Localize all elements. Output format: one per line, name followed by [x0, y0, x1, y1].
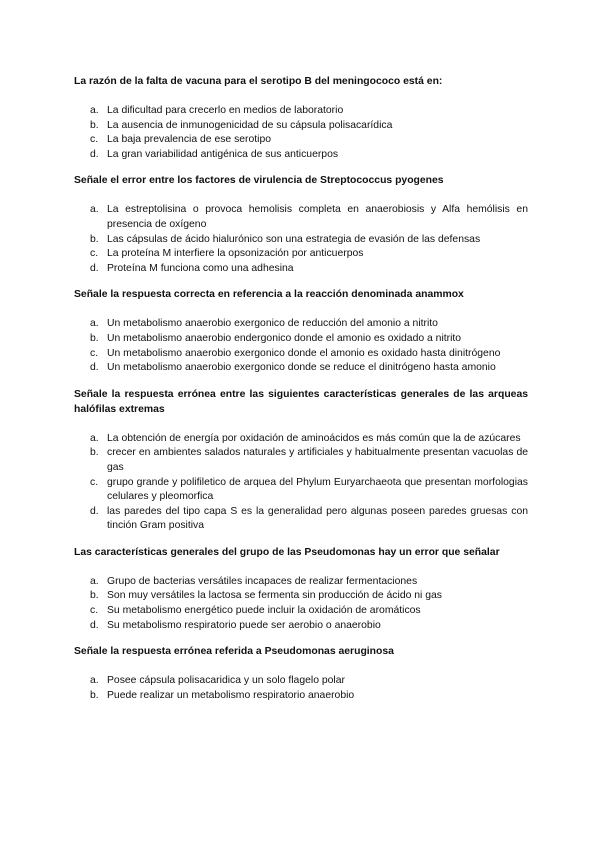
option-letter: c.: [90, 248, 99, 260]
option-item: [74, 604, 528, 619]
option-item: [74, 432, 528, 447]
option-letter: a.: [90, 432, 99, 444]
option-item: [74, 505, 528, 534]
option-item: [74, 104, 528, 119]
option-item: [74, 148, 528, 163]
option-item: [74, 575, 528, 590]
option-text: La proteína M interfiere la opsonización por anticuerpos: [107, 248, 364, 260]
option-letter: d.: [90, 505, 99, 517]
option-letter: d.: [90, 362, 99, 374]
option-letter: b.: [90, 447, 99, 459]
option-text: Proteína M funciona como una adhesina: [107, 262, 294, 274]
option-text: La ausencia de inmunogenicidad de su cápsula polisacarídica: [107, 119, 393, 131]
option-list: [74, 575, 528, 633]
option-letter: a.: [90, 204, 99, 216]
option-item: [74, 317, 528, 332]
question-title: Las características generales del grupo de las Pseudomonas hay un error que señalar: [74, 546, 500, 558]
option-letter: b.: [90, 590, 99, 602]
option-letter: a.: [90, 675, 99, 687]
option-item: [74, 133, 528, 148]
option-text: crecer en ambientes salados naturales y artificiales y habitualmente presentan vacuolas de gas: [107, 447, 528, 473]
question-title: Señale el error entre los factores de virulencia de Streptococcus pyogenes: [74, 175, 444, 187]
option-list: [74, 104, 528, 162]
option-text: Son muy versátiles la lactosa se fermenta sin producción de ácido ni gas: [107, 590, 442, 602]
option-letter: b.: [90, 332, 99, 344]
option-item: [74, 446, 528, 475]
option-item: [74, 119, 528, 134]
option-item: [74, 689, 528, 704]
question-title: Señale la respuesta errónea entre las siguientes características generales de las arqueas halófilas extremas: [74, 388, 528, 415]
option-text: Posee cápsula polisacaridica y un solo flagelo polar: [107, 675, 345, 687]
option-letter: b.: [90, 689, 99, 701]
question-title: Señale la respuesta correcta en referencia a la reacción denominada anammox: [74, 289, 464, 301]
document-page: [74, 74, 528, 703]
option-text: las paredes del tipo capa S es la generalidad pero algunas poseen paredes gruesas con tinción Gram positiva: [107, 505, 528, 532]
option-text: La obtención de energía por oxidación de aminoácidos es más común que la de azúcares: [107, 432, 521, 444]
option-text: Grupo de bacterias versátiles incapaces de realizar fermentaciones: [107, 575, 418, 587]
question-title: Señale la respuesta errónea referida a Pseudomonas aeruginosa: [74, 646, 394, 658]
option-item: [74, 233, 528, 248]
option-text: La baja prevalencia de ese serotipo: [107, 134, 272, 146]
question-1: [74, 74, 528, 162]
question-5: [74, 545, 528, 633]
option-letter: c.: [90, 347, 99, 359]
option-item: [74, 347, 528, 362]
option-list: [74, 317, 528, 375]
option-text: Un metabolismo anaerobio exergonico donde el amonio es oxidado hasta dinitrógeno: [107, 347, 501, 359]
option-letter: c.: [90, 476, 99, 488]
option-text: Un metabolismo anaerobio exergonico de reducción del amonio a nitrito: [107, 318, 438, 330]
option-text: Puede realizar un metabolismo respiratorio anaerobio: [107, 689, 355, 701]
option-item: [74, 476, 528, 505]
option-letter: c.: [90, 605, 99, 617]
question-2: [74, 173, 528, 276]
option-item: [74, 332, 528, 347]
option-list: [74, 432, 528, 534]
option-text: Su metabolismo energético puede incluir la oxidación de aromáticos: [107, 605, 421, 617]
option-letter: b.: [90, 233, 99, 245]
option-letter: a.: [90, 105, 99, 116]
option-list: [74, 203, 528, 276]
option-item: [74, 247, 528, 262]
option-text: Un metabolismo anaerobio endergonico donde el amonio es oxidado a nitrito: [107, 332, 462, 344]
question-3: [74, 287, 528, 375]
question-6: [74, 644, 528, 703]
question-4: [74, 387, 528, 534]
option-item: [74, 361, 528, 376]
option-list: [74, 674, 528, 703]
option-text: Las cápsulas de ácido hialurónico son una estrategia de evasión de las defensas: [107, 233, 481, 245]
option-letter: b.: [90, 119, 99, 131]
option-letter: a.: [90, 318, 99, 330]
option-text: La dificultad para crecerlo en medios de laboratorio: [107, 105, 344, 116]
option-text: La gran variabilidad antigénica de sus anticuerpos: [107, 148, 339, 160]
option-text: Su metabolismo respiratorio puede ser aerobio o anaerobio: [107, 619, 381, 631]
option-letter: a.: [90, 575, 99, 587]
option-item: [74, 203, 528, 232]
option-letter: c.: [90, 134, 99, 146]
question-title: La razón de la falta de vacuna para el serotipo B del meningococo está en:: [74, 76, 443, 87]
option-item: [74, 589, 528, 604]
option-text: La estreptolisina o provoca hemolisis completa en anaerobiosis y Alfa hemólisis en presencia de oxígeno: [107, 204, 528, 230]
option-letter: d.: [90, 148, 99, 160]
option-letter: d.: [90, 262, 99, 274]
option-text: Un metabolismo anaerobio exergonico donde se reduce el dinitrógeno hasta amonio: [107, 362, 496, 374]
option-text: grupo grande y polifiletico de arquea del Phylum Euryarchaeota que presentan morfologias celulares y pleomorfica: [107, 476, 528, 503]
option-item: [74, 674, 528, 689]
option-letter: d.: [90, 619, 99, 631]
option-item: [74, 619, 528, 634]
option-item: [74, 262, 528, 277]
